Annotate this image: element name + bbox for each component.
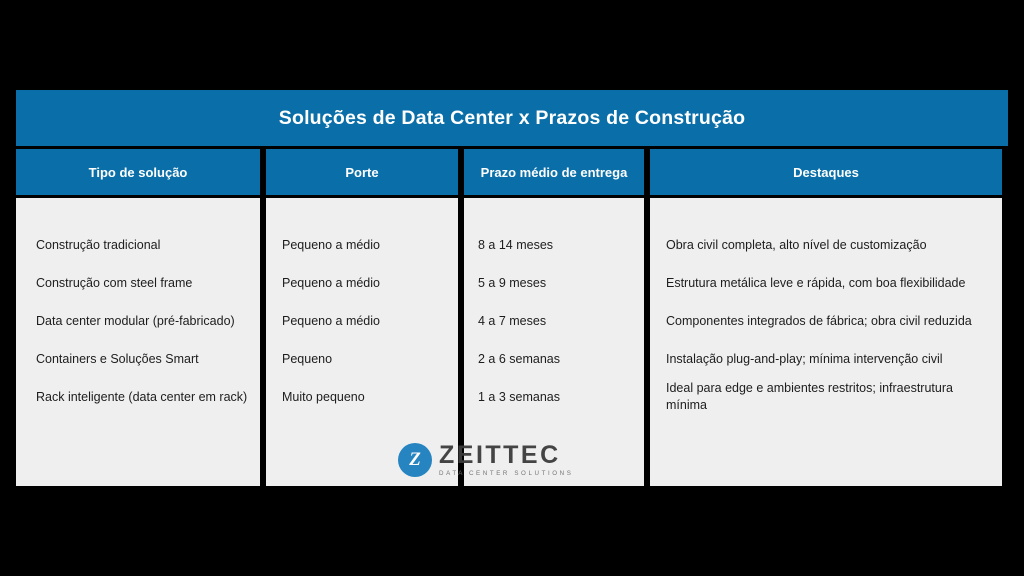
table-cell: Muito pequeno xyxy=(282,389,365,404)
table-cell: 4 a 7 meses xyxy=(478,313,547,328)
table-cell: Obra civil completa, alto nível de customização xyxy=(666,237,927,252)
column-header: Prazo médio de entrega xyxy=(464,149,644,195)
table-cell: Estrutura metálica leve e rápida, com boa flexibilidade xyxy=(666,275,966,290)
column-destaques xyxy=(650,149,1002,486)
zeittec-logo-text xyxy=(439,440,574,477)
column-tipo-de-solucao xyxy=(16,149,260,486)
column-body xyxy=(650,198,1002,486)
table-cell: Rack inteligente (data center em rack) xyxy=(36,389,248,404)
table-cell: Construção com steel frame xyxy=(36,275,193,290)
zeittec-logo xyxy=(398,432,578,488)
page-title: Soluções de Data Center x Prazos de Construção xyxy=(278,106,746,129)
column-header: Porte xyxy=(266,149,458,195)
zeittec-tagline: DATA CENTER SOLUTIONS xyxy=(439,469,574,477)
table-cell: Construção tradicional xyxy=(36,237,161,252)
table-cell: Pequeno a médio xyxy=(282,275,380,290)
column-header: Tipo de solução xyxy=(16,149,260,195)
table-cell: 2 a 6 semanas xyxy=(478,351,560,366)
table-cell: 5 a 9 meses xyxy=(478,275,547,290)
table-cell: Instalação plug-and-play; mínima intervenção civil xyxy=(666,351,943,366)
table-cell: Ideal para edge e ambientes restritos; infraestrutura mínima xyxy=(666,381,953,412)
table-cell: Data center modular (pré-fabricado) xyxy=(36,313,235,328)
table-cell: Componentes integrados de fábrica; obra civil reduzida xyxy=(666,313,972,328)
table-cell: Pequeno a médio xyxy=(282,237,380,252)
table-cell: Pequeno xyxy=(282,351,333,366)
column-body xyxy=(16,198,260,486)
comparison-table xyxy=(16,90,1008,486)
table-cell: Containers e Soluções Smart xyxy=(36,351,199,366)
column-header: Destaques xyxy=(650,149,1002,195)
zeittec-logo-mark: Z xyxy=(398,443,432,477)
table-title-bar xyxy=(16,90,1008,146)
table-cell: 1 a 3 semanas xyxy=(478,389,560,404)
zeittec-wordmark: ZEITTEC xyxy=(439,440,561,469)
table-cell: 8 a 14 meses xyxy=(478,237,554,252)
table-cell: Pequeno a médio xyxy=(282,313,380,328)
